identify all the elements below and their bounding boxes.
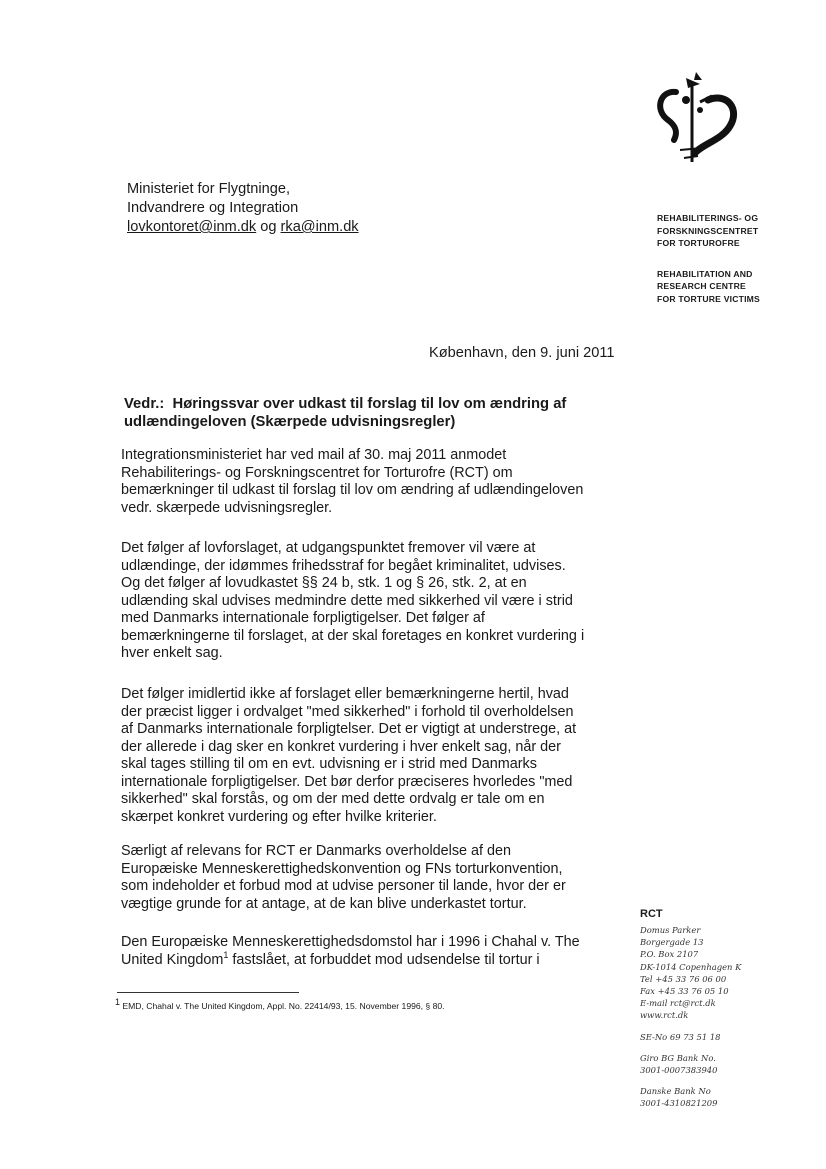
recipient-line: Ministeriet for Flygtninge,: [127, 181, 291, 197]
org-danish-line: FOR TORTUROFRE: [657, 238, 740, 249]
paragraph-4: [121, 843, 641, 913]
text-line: Den Europæiske Menneskerettighedsdomstol har i 1996 i Chahal v. The: [121, 934, 580, 950]
address-line: Borgergade 13: [640, 937, 704, 948]
text-line: Det følger af lovforslaget, at udgangspunktet fremover vil være at: [121, 540, 536, 556]
footnote-marker: 1: [115, 997, 121, 1008]
giro-number: 3001-0007383940: [640, 1065, 718, 1076]
text-fragment: fastslået, at forbuddet mod udsendelse til tortur i: [228, 951, 540, 968]
sidebar-contact: [640, 924, 741, 1110]
fax-line: Fax +45 33 76 05 10: [640, 986, 729, 997]
address-line: DK-1014 Copenhagen K: [640, 961, 742, 972]
text-line: Og det følger af lovudkastet §§ 24 b, stk. 1 og § 26, stk. 2, at en: [121, 575, 527, 591]
address-line: Domus Parker: [640, 925, 701, 935]
text-line: vægtige grunde for at antage, at de kan blive underkastet tortur.: [121, 895, 527, 912]
text-line: hver enkelt sag.: [121, 645, 223, 661]
email-link-rka[interactable]: rka@inm.dk: [280, 219, 359, 235]
text-line: der præcist ligger i ordvalget "med sikkerhed" i forhold til overholdelsen: [121, 703, 574, 720]
subject-line: udlændingeloven (Skærpede udvisningsregler): [124, 414, 456, 430]
danske-number: 3001-4310821209: [640, 1098, 718, 1109]
subject-heading: [124, 395, 624, 431]
text-line: Integrationsministeriet har ved mail af 30. maj 2011 anmodet: [121, 447, 507, 463]
text-line: der allerede i dag sker en konkret vurdering i hver enkelt sag, når der: [121, 738, 561, 755]
text-line: af Danmarks internationale forpligtelser. Det er vigtigt at understrege, at: [121, 721, 577, 737]
subject-line: Vedr.: Høringssvar over udkast til forslag til lov om ændring af: [124, 396, 567, 412]
footnote-divider: [117, 992, 299, 993]
text-line: som indeholder et forbud mod at udvise personer til lande, hvor der er: [121, 878, 566, 894]
paragraph-2: [121, 540, 641, 663]
text-line: [121, 949, 641, 970]
recipient-emails: [127, 218, 359, 237]
text-line: med Danmarks internationale forpligtigelser. Det følger af: [121, 610, 485, 626]
text-line: Europæiske Menneskerettighedskonvention og FNs torturkonvention,: [121, 860, 563, 877]
org-english-line: RESEARCH CENTRE: [657, 281, 746, 292]
org-danish-line: REHABILITERINGS- OG: [657, 213, 759, 223]
phone-line: Tel +45 33 76 06 00: [640, 973, 727, 984]
text-line: Særligt af relevans for RCT er Danmarks overholdelse af den: [121, 843, 512, 859]
se-number: SE-No 69 73 51 18: [640, 1031, 721, 1042]
text-fragment: United Kingdom: [121, 951, 224, 968]
text-line: skærpet konkret vurdering og efter hvilke kriterier.: [121, 808, 437, 825]
letter-date: København, den 9. juni 2011: [429, 345, 615, 361]
danske-label: Danske Bank No: [640, 1086, 711, 1097]
sidebar-title: RCT: [640, 908, 663, 920]
footnote-reference: 1: [223, 949, 229, 960]
website-line[interactable]: www.rct.dk: [640, 1010, 689, 1021]
organization-name: [657, 212, 760, 306]
paragraph-3: [121, 686, 641, 826]
paragraph-1: [121, 447, 641, 517]
text-line: internationale forpligtigelser. Det bør derfor præciseres hvorledes "med: [121, 773, 573, 790]
address-line: P.O. Box 2107: [640, 949, 699, 960]
org-english-line: REHABILITATION AND: [657, 268, 753, 279]
text-line: udlænding skal udvises medmindre dette med sikkerhed vil være i strid: [121, 592, 573, 609]
text-line: bemærkninger til udkast til forslag til lov om ændring af udlændingeloven: [121, 482, 584, 498]
giro-label: Giro BG Bank No.: [640, 1052, 716, 1063]
org-english-line: FOR TORTURE VICTIMS: [657, 293, 760, 304]
text-line: sikkerhed" skal forstås, og om der med dette ordvalg er tale om en: [121, 791, 545, 807]
rct-logo: [646, 70, 744, 170]
email-connector: og: [256, 219, 281, 235]
recipient-address: [127, 180, 359, 237]
org-danish-line: FORSKNINGSCENTRET: [657, 225, 759, 236]
text-line: vedr. skærpede udvisningsregler.: [121, 499, 333, 516]
paragraph-5: [121, 934, 641, 969]
footnote: [115, 997, 445, 1011]
text-line: Det følger imidlertid ikke af forslaget eller bemærkningerne hertil, hvad: [121, 686, 569, 702]
email-line[interactable]: E-mail rct@rct.dk: [640, 998, 716, 1009]
text-line: Rehabiliterings- og Forskningscentret for Torturofre (RCT) om: [121, 464, 513, 481]
text-line: udlændinge, der idømmes frihedsstraf for begået kriminalitet, udvises.: [121, 557, 566, 574]
recipient-line: Indvandrere og Integration: [127, 200, 299, 216]
text-line: skal tages stilling til om en evt. udvisning er i strid med Danmarks: [121, 756, 537, 772]
text-line: bemærkningerne til forslaget, at der skal foretages en konkret vurdering i: [121, 627, 585, 644]
email-link-lovkontoret[interactable]: lovkontoret@inm.dk: [127, 219, 257, 235]
footnote-text: EMD, Chahal v. The United Kingdom, Appl. No. 22414/93, 15. November 1996, § 80.: [120, 1001, 445, 1011]
